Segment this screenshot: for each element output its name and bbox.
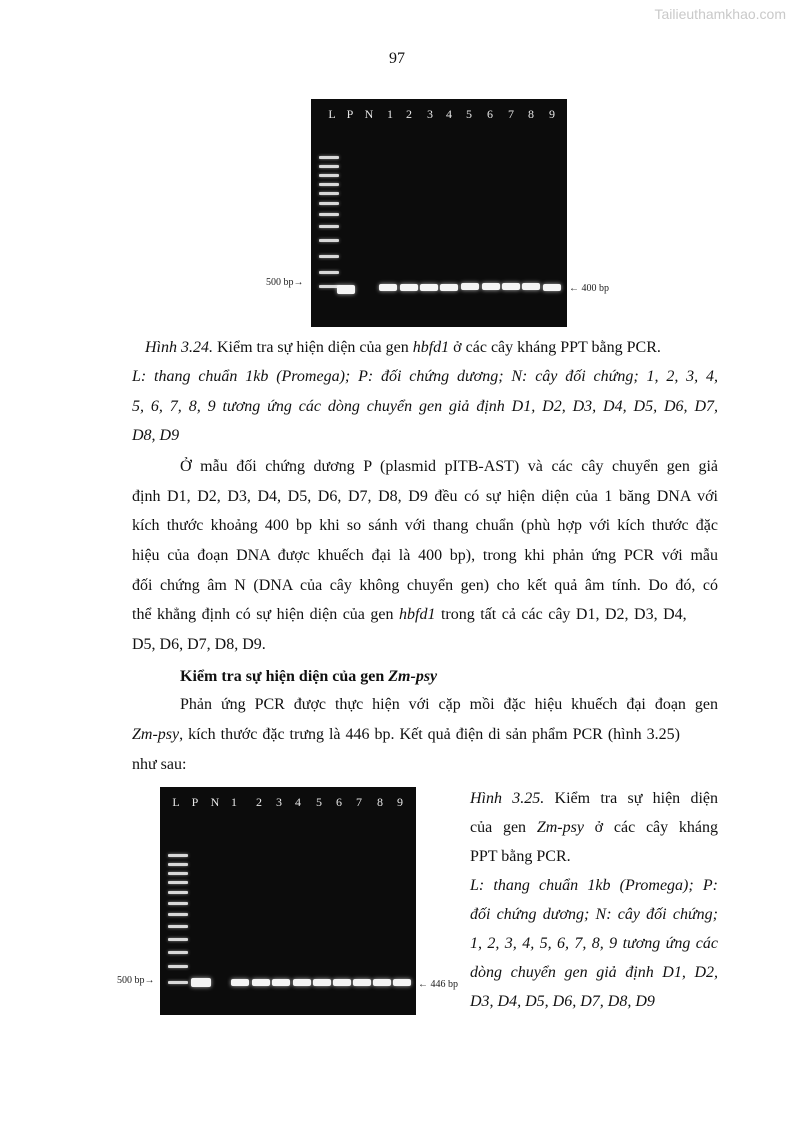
paragraph-line: định D1, D2, D3, D4, D5, D6, D7, D8, D9 đều có sự hiện diện của 1 băng DNA với xyxy=(132,488,718,505)
pcr-band xyxy=(502,283,520,290)
lane-label: 2 xyxy=(406,107,412,121)
paragraph-line: như sau: xyxy=(132,756,187,773)
text: thể khẳng định có sự hiện diện của gen xyxy=(132,606,399,623)
figure-caption: PPT bằng PCR. xyxy=(470,848,571,865)
paragraph-line xyxy=(132,720,718,750)
lane-label: 1 xyxy=(231,795,237,809)
ladder-band xyxy=(319,239,339,242)
ladder-band xyxy=(168,881,188,884)
pcr-band xyxy=(400,284,418,291)
lane-label: N xyxy=(364,107,374,121)
pcr-band xyxy=(272,979,290,986)
lane-label: P xyxy=(191,795,199,809)
lane-label: 3 xyxy=(276,795,282,809)
lane-label: 1 xyxy=(387,107,393,121)
figure-legend-line xyxy=(470,987,655,1017)
figure-caption xyxy=(470,784,718,814)
figure-legend-line xyxy=(470,929,718,959)
lane-label: L xyxy=(328,107,336,121)
legend-text: 5, 6, 7, 8, 9 tương ứng các dòng chuyển gen giả định D1, D2, D3, D4, D5, D6, D7, xyxy=(132,398,718,415)
lane-label: P xyxy=(346,107,354,121)
ladder-band xyxy=(319,202,339,205)
size-marker-500bp: 500 bp→ xyxy=(117,975,155,986)
gel-image-figure-3-24 xyxy=(311,99,567,327)
gel-image-figure-3-25 xyxy=(160,787,416,1015)
lane-label: 5 xyxy=(316,795,322,809)
ladder-band xyxy=(319,183,339,186)
lane-label: 7 xyxy=(356,795,362,809)
ladder-band xyxy=(319,213,339,216)
figure-legend-line xyxy=(470,871,718,901)
ladder-band xyxy=(319,192,339,195)
pcr-band xyxy=(543,284,561,291)
paragraph-line: đối chứng âm N (DNA của cây không chuyển gen) cho kết quả âm tính. Do đó, có xyxy=(132,577,718,594)
pcr-band xyxy=(440,284,458,291)
gene-name: Zm-psy xyxy=(536,819,584,836)
paragraph-line xyxy=(132,600,718,630)
paragraph-line: Phản ứng PCR được thực hiện với cặp mồi đặc hiệu khuếch đại đoạn gen xyxy=(180,696,718,713)
lane-label: 2 xyxy=(256,795,262,809)
figure-caption xyxy=(470,813,718,843)
legend-text: L: thang chuẩn 1kb (Promega); P: đối chứng dương; N: cây đối chứng; 1, 2, 3, 4, xyxy=(132,368,718,385)
heading-text: Kiểm tra sự hiện diện của gen xyxy=(180,668,389,685)
watermark-text: Tailieuthamkhao.com xyxy=(654,6,786,22)
lane-label: 6 xyxy=(336,795,342,809)
legend-text: L: thang chuẩn 1kb (Promega); P: xyxy=(470,877,718,894)
pcr-band xyxy=(333,979,351,986)
figure-legend-line xyxy=(470,900,718,930)
paragraph-line: Ở mẫu đối chứng dương P (plasmid pITB-AST) và các cây chuyển gen giả xyxy=(180,458,718,475)
ladder-band xyxy=(168,891,188,894)
figure-caption xyxy=(145,333,661,363)
pcr-band xyxy=(231,979,249,986)
ladder-band xyxy=(168,965,188,968)
ladder-band xyxy=(168,951,188,954)
caption-text: Kiểm tra sự hiện diện của gen xyxy=(213,339,413,356)
gene-name: hbfd1 xyxy=(412,339,450,356)
legend-text: dòng chuyển gen giả định D1, D2, xyxy=(470,964,718,981)
ladder-band xyxy=(168,863,188,866)
lane-label: 5 xyxy=(466,107,472,121)
size-marker-500bp: 500 bp→ xyxy=(266,277,304,288)
pcr-band xyxy=(353,979,371,986)
page-number: 97 xyxy=(389,50,405,67)
figure-legend-line xyxy=(470,958,718,988)
figure-legend-line xyxy=(132,392,718,422)
caption-text: của gen xyxy=(470,819,537,836)
paragraph-line: hiệu của đoạn DNA được khuếch đại là 400 bp), trong khi phản ứng PCR với mẫu xyxy=(132,547,718,564)
legend-text: D8, D9 xyxy=(132,427,180,444)
ladder-band xyxy=(168,938,188,941)
pcr-band xyxy=(420,284,438,291)
lane-label: 4 xyxy=(446,107,452,121)
pcr-band xyxy=(379,284,397,291)
lane-label: N xyxy=(210,795,220,809)
lane-label: 7 xyxy=(508,107,514,121)
lane-label: 8 xyxy=(528,107,534,121)
pcr-band xyxy=(522,283,540,290)
section-heading xyxy=(180,662,766,692)
ladder-band xyxy=(168,913,188,916)
ladder-band xyxy=(168,981,188,984)
text: , kích thước đặc trưng là 446 bp. Kết quả điện di sản phẩm PCR (hình 3.25) xyxy=(179,726,680,743)
ladder-band xyxy=(319,255,339,258)
ladder-band xyxy=(319,165,339,168)
figure-label: Hình 3.25. xyxy=(470,790,545,807)
pcr-band xyxy=(482,283,500,290)
figure-label: Hình 3.24. xyxy=(145,339,213,356)
ladder-band xyxy=(168,925,188,928)
pcr-band xyxy=(252,979,270,986)
lane-label: 3 xyxy=(427,107,433,121)
size-marker-400bp: ← 400 bp xyxy=(569,283,609,294)
pcr-band xyxy=(313,979,331,986)
text: trong tất cả các cây D1, D2, D3, D4, xyxy=(435,606,687,623)
lane-label: 6 xyxy=(487,107,493,121)
paragraph-line: D5, D6, D7, D8, D9. xyxy=(132,636,266,653)
pcr-band xyxy=(393,979,411,986)
ladder-band xyxy=(319,156,339,159)
lane-label: 4 xyxy=(295,795,301,809)
caption-text: ở các cây kháng xyxy=(583,819,718,836)
ladder-band xyxy=(319,174,339,177)
gene-name: hbfd1 xyxy=(399,606,436,623)
lane-label: 9 xyxy=(397,795,403,809)
pcr-band xyxy=(373,979,391,986)
ladder-band xyxy=(168,872,188,875)
pcr-band-p xyxy=(337,285,355,294)
legend-text: đối chứng dương; N: cây đối chứng; xyxy=(470,906,718,923)
legend-text: 1, 2, 3, 4, 5, 6, 7, 8, 9 tương ứng các xyxy=(470,935,718,952)
caption-text: Kiểm tra sự hiện diện xyxy=(544,790,718,807)
paragraph-line: kích thước khoảng 400 bp khi so sánh với thang chuẩn (phù hợp với kích thước đặc xyxy=(132,517,718,534)
caption-text: ở các cây kháng PPT bằng PCR. xyxy=(449,339,661,356)
lane-label: 8 xyxy=(377,795,383,809)
ladder-band xyxy=(319,285,339,288)
pcr-band-p xyxy=(191,978,211,987)
ladder-band xyxy=(168,854,188,857)
figure-legend-line xyxy=(132,421,718,451)
lane-label: L xyxy=(172,795,180,809)
size-marker-446bp: ← 446 bp xyxy=(418,979,458,990)
legend-text: D3, D4, D5, D6, D7, D8, D9 xyxy=(470,993,655,1010)
pcr-band xyxy=(461,283,479,290)
ladder-band xyxy=(319,225,339,228)
pcr-band xyxy=(293,979,311,986)
figure-legend-line xyxy=(132,362,718,392)
gene-name: Zm-psy xyxy=(132,726,180,743)
lane-label: 9 xyxy=(549,107,555,121)
ladder-band xyxy=(168,902,188,905)
ladder-band xyxy=(319,271,339,274)
gene-name: Zm-psy xyxy=(388,668,438,685)
